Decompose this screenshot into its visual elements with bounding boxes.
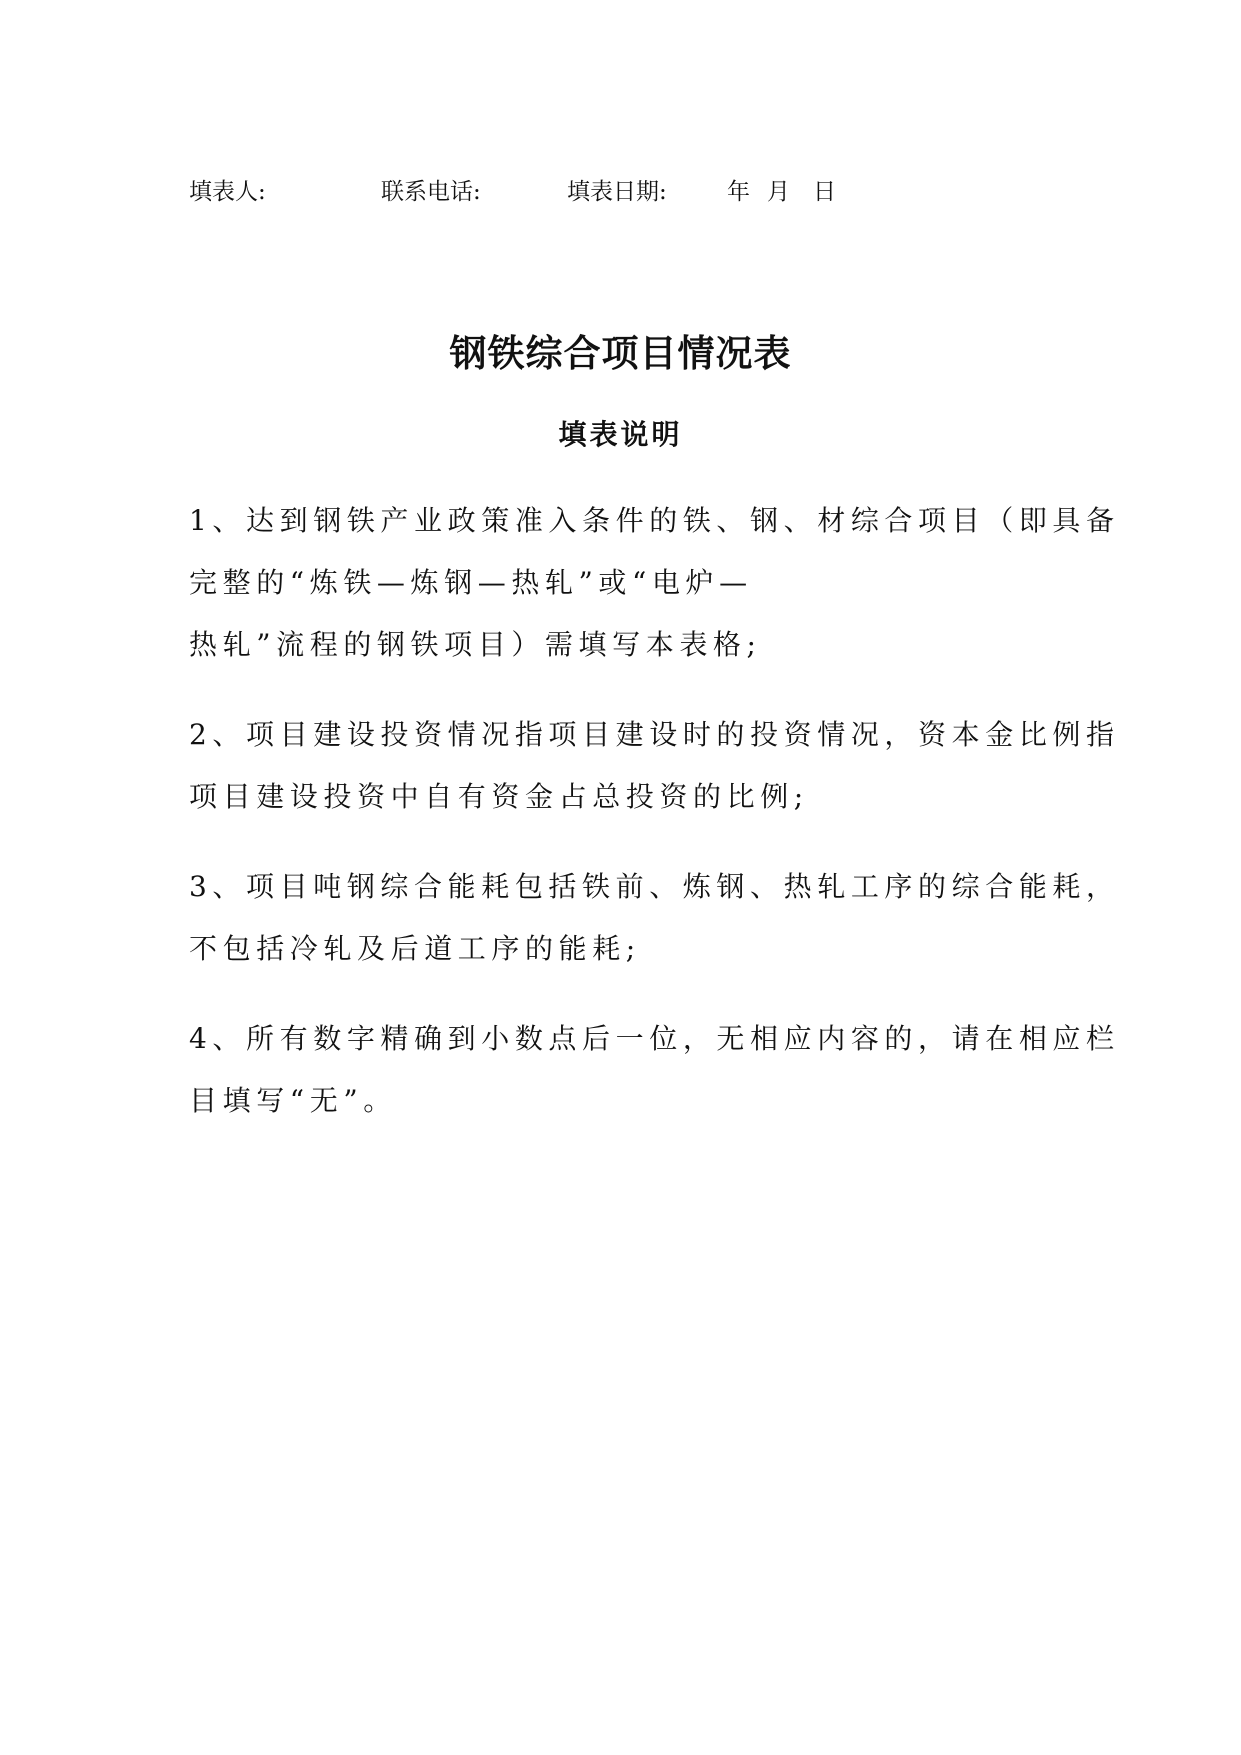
instruction-line: 项目建设投资中自有资金占总投资的比例; — [189, 780, 809, 813]
month-label: 月 — [767, 179, 790, 205]
instruction-line: 2、项目建设投资情况指项目建设时的投资情况，资本金比例指 — [189, 718, 1120, 751]
instruction-line: 不包括冷轧及后道工序的能耗; — [189, 932, 641, 965]
instruction-line: 目填写“无”。 — [189, 1084, 397, 1117]
phone-label: 联系电话: — [381, 179, 481, 205]
instructions-list — [189, 490, 1120, 1160]
instruction-item-4 — [189, 1008, 1120, 1132]
instruction-item-3 — [189, 856, 1120, 980]
instruction-line: 1、达到钢铁产业政策准入条件的铁、钢、材综合项目（即具备 — [189, 504, 1120, 537]
page-title: 钢铁综合项目情况表 — [449, 332, 792, 375]
instructions-heading: 填表说明 — [558, 418, 683, 451]
day-label: 日 — [813, 179, 836, 205]
instruction-line: 3、项目吨钢综合能耗包括铁前、炼钢、热轧工序的综合能耗， — [189, 870, 1120, 903]
year-label: 年 — [727, 179, 750, 205]
instruction-line: 4、所有数字精确到小数点后一位，无相应内容的，请在相应栏 — [189, 1022, 1120, 1055]
instruction-line: 热轧”流程的钢铁项目）需填写本表格; — [189, 628, 762, 661]
instruction-item-1 — [189, 490, 1120, 676]
filler-label: 填表人: — [189, 179, 266, 205]
instruction-item-2 — [189, 704, 1120, 828]
instruction-line: 完整的“炼铁—炼钢—热轧”或“电炉— — [189, 566, 753, 599]
date-label: 填表日期: — [567, 179, 667, 205]
